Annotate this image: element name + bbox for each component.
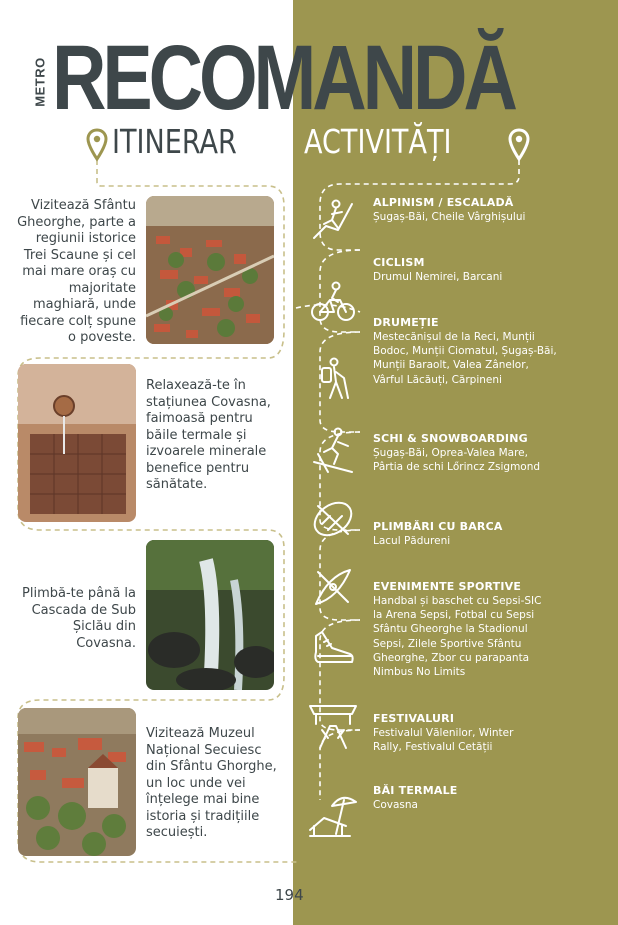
activity-description: Covasna: [373, 799, 418, 811]
activity-description: Drumul Nemirei, Barcani: [373, 271, 503, 283]
map-pin-icon: [508, 128, 530, 162]
activity-hiking: [373, 316, 559, 387]
city-aerial-photo: [146, 196, 274, 344]
activity-boating: [373, 520, 573, 548]
activity-title: EVENIMENTE SPORTIVE: [373, 580, 522, 593]
activity-thermal-baths: [373, 784, 573, 812]
climbing-icon: [308, 194, 358, 244]
activity-description: Mestecănișul de la Reci, Munții Bodoc, Munții Ciomatul, Șugaș-Băi, Munții Baraolt, Valea Zânelor, Vârful Lăcăuți, Cărpineni: [373, 331, 557, 386]
waterfall-photo: [146, 540, 274, 690]
itinerary-text-4: Vizitează Muzeul Național Secuiesc din Sfântu Ghorghe, un loc unde vei înțelege mai bine istoria și tradițiile secuiești.: [146, 726, 277, 840]
metro-brand-label: METRO: [32, 57, 48, 107]
itinerary-text-1: Vizitează Sfântu Gheorghe, parte a regiunii istorice Trei Scaune și cel mai mare oraș cu majoritate maghiară, unde fiecare colț spune o poveste.: [17, 198, 136, 345]
sports-shoe-icon: [308, 622, 358, 672]
page-title: RECOMANDĂ: [52, 27, 514, 129]
itinerary-heading: ITINERAR: [112, 122, 237, 161]
activity-title: CICLISM: [373, 256, 425, 269]
activity-title: SCHI & SNOWBOARDING: [373, 432, 528, 445]
activity-description: Handbal și baschet cu Sepsi-SIC la Arena Sepsi, Fotbal cu Sepsi Sfântu Gheorghe la Stadionul Sepsi, Zilele Sportive Sfântu Gheorghe, Zbor cu parapanta Nimbus No Limits: [373, 595, 542, 679]
activity-title: PLIMBĂRI CU BARCA: [373, 520, 503, 533]
activity-description: Festivalul Vălenilor, Winter Rally, Festivalul Cetății: [373, 727, 514, 754]
museum-city-photo: [18, 708, 136, 856]
activity-description: Lacul Pădureni: [373, 535, 451, 547]
thermal-bath-icon: [306, 790, 360, 842]
activity-title: BĂI TERMALE: [373, 784, 458, 797]
cycling-icon: [308, 276, 358, 326]
map-pin-icon: [86, 128, 108, 162]
activity-title: DRUMEȚIE: [373, 316, 439, 329]
activity-climbing: [373, 196, 573, 224]
thermal-spring-photo: [18, 364, 136, 522]
activity-description: Șugaș-Băi, Oprea-Valea Mare, Pârtia de schi Lőrincz Zsigmond: [373, 447, 541, 474]
activity-sports-events: [373, 580, 553, 679]
hiking-icon: [308, 354, 358, 404]
activity-cycling: [373, 256, 573, 284]
activity-description: Șugaș-Băi, Cheile Vârghișului: [373, 211, 526, 223]
festival-icon: [306, 700, 360, 752]
itinerary-text-2: Relaxează-te în stațiunea Covasna, faimoasă pentru băile termale și izvoarele minerale benefice pentru sănătate.: [146, 378, 271, 492]
activity-skiing: [373, 432, 543, 474]
kayak-icon: [308, 562, 358, 612]
itinerary-text-3: Plimbă-te până la Cascada de Sub Șiclău din Covasna.: [22, 586, 136, 651]
rafting-icon: [308, 494, 358, 544]
activity-title: FESTIVALURI: [373, 712, 455, 725]
activity-festivals: [373, 712, 543, 754]
page-number: 194: [275, 886, 304, 904]
activity-title: ALPINISM / ESCALADĂ: [373, 196, 514, 209]
activities-heading: ACTIVITĂȚI: [304, 122, 452, 161]
skiing-icon: [308, 424, 358, 474]
